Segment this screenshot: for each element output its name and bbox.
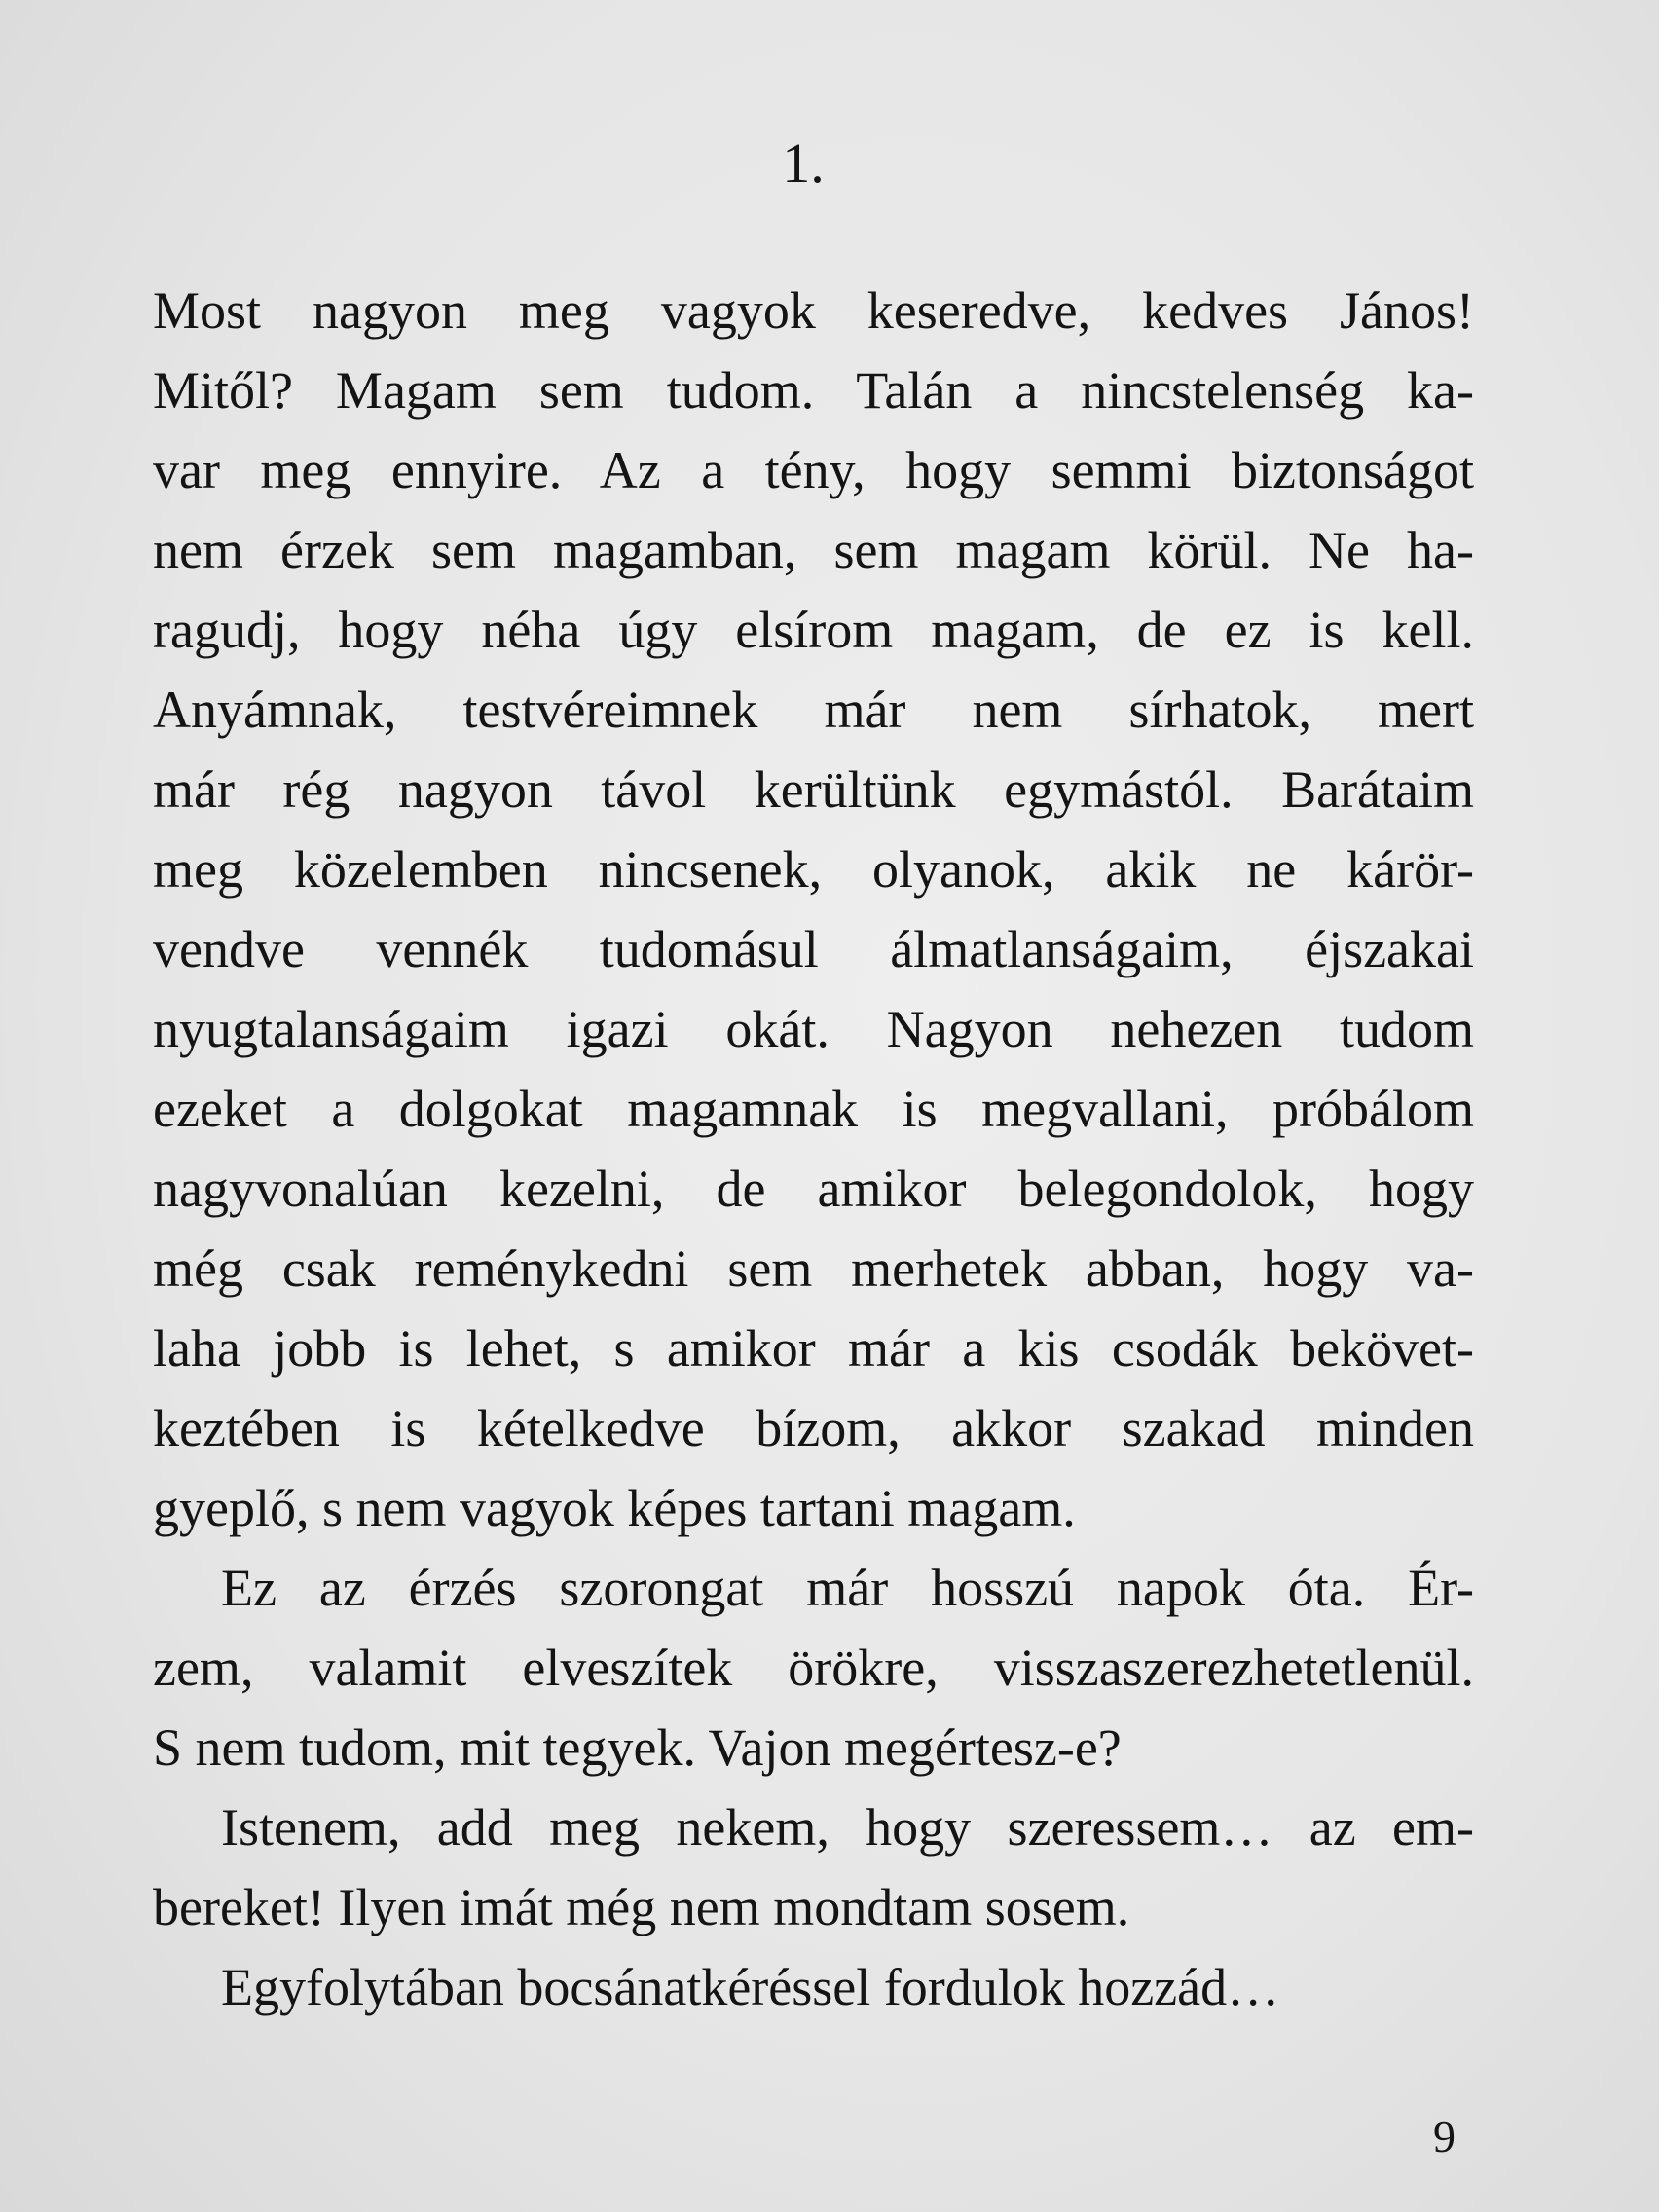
- text-line: Istenem, add meg nekem, hogy szeressem… az em-: [221, 1798, 1474, 1857]
- text-line: var meg ennyire. Az a tény, hogy semmi biztonságot: [153, 441, 1474, 499]
- text-line: még csak reménykedni sem merhetek abban, hogy va-: [153, 1239, 1474, 1298]
- text-line: vendve vennék tudomásul álmatlanságaim, éjszakai: [153, 920, 1474, 978]
- text-line: keztében is kételkedve bízom, akkor szakad minden: [153, 1399, 1474, 1457]
- text-line: zem, valamit elveszítek örökre, visszaszerezhetetlenül.: [153, 1639, 1474, 1697]
- chapter-number: 1.: [782, 131, 825, 195]
- page-number: 9: [1433, 2112, 1456, 2161]
- text-line: laha jobb is lehet, s amikor már a kis csodák bekövet-: [153, 1319, 1474, 1378]
- text-line: Egyfolytában bocsánatkéréssel fordulok hozzád…: [221, 1958, 1280, 2016]
- text-line: Ez az érzés szorongat már hosszú napok óta. Ér-: [221, 1559, 1474, 1617]
- text-line: nem érzek sem magamban, sem magam körül. Ne ha-: [153, 521, 1474, 579]
- text-line: gyeplő, s nem vagyok képes tartani magam.: [153, 1479, 1076, 1537]
- text-line: S nem tudom, mit tegyek. Vajon megértesz-e?: [153, 1718, 1122, 1777]
- text-line: már rég nagyon távol kerültünk egymástól. Barátaim: [153, 760, 1474, 819]
- text-line: Mitől? Magam sem tudom. Talán a nincstelenség ka-: [153, 361, 1474, 420]
- text-line: nyugtalanságaim igazi okát. Nagyon nehezen tudom: [153, 1000, 1474, 1058]
- text-line: Most nagyon meg vagyok keseredve, kedves János!: [153, 281, 1474, 340]
- text-line: meg közelemben nincsenek, olyanok, akik ne kárör-: [153, 840, 1474, 899]
- text-line: Anyámnak, testvéreimnek már nem sírhatok, mert: [153, 681, 1474, 739]
- text-line: ragudj, hogy néha úgy elsírom magam, de ez is kell.: [153, 601, 1474, 659]
- body-text: [153, 271, 1474, 2027]
- text-line: ezeket a dolgokat magamnak is megvallani, próbálom: [153, 1080, 1474, 1138]
- text-line: nagyvonalúan kezelni, de amikor belegondolok, hogy: [153, 1160, 1474, 1218]
- text-line: bereket! Ilyen imát még nem mondtam sosem.: [153, 1878, 1130, 1936]
